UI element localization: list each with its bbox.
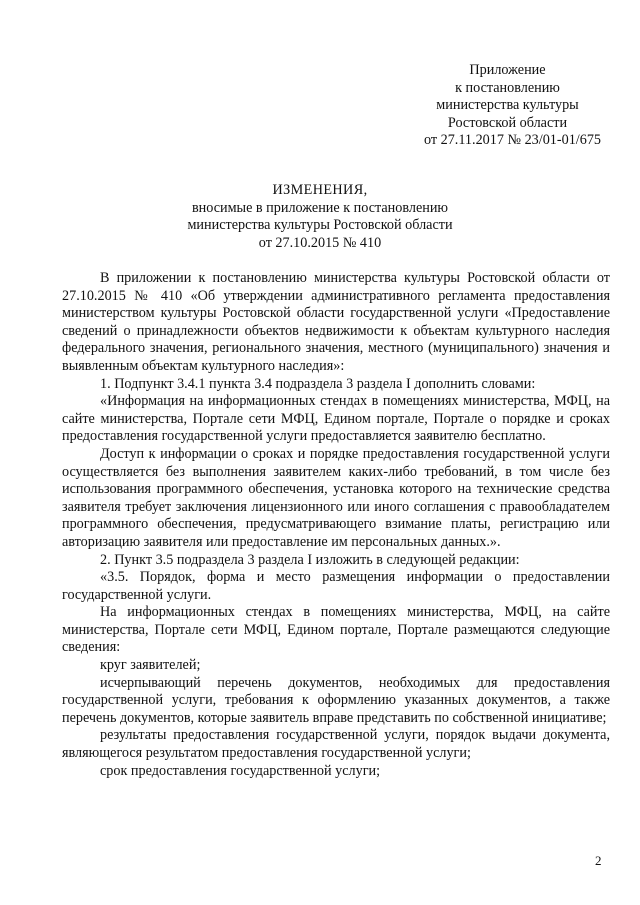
document-body (62, 270, 610, 780)
paragraph-term: срок предоставления государственной услуги; (100, 762, 381, 779)
paragraph-stands: На информационных стендах в помещениях министерства, МФЦ, на сайте министерства, Портале сети МФЦ, Едином портале, Портале размещаются следующие сведения: (62, 604, 610, 656)
approval-line-resolution: к постановлению (455, 79, 560, 96)
paragraph-documents: исчерпывающий перечень документов, необходимых для предоставления государственной услуги, требования к оформлению указанных документов, а также перечень документов, которые заявитель вправе представить по собственной инициативе; (62, 674, 610, 726)
paragraph-quote-info: «Информация на информационных стендах в помещениях министерства, МФЦ, на сайте министерства, Портале сети МФЦ, Едином портале, Портале о порядке и сроках предоставления государственной услуги предоставляется заявителю бесплатно. (62, 393, 610, 445)
paragraph-intro: В приложении к постановлению министерства культуры Ростовской области от 27.10.2015 № 410 «Об утверждении административного регламента предоставления министерством культуры Ростовской области государственной услуги «Предоставление сведений о принадлежности объектов недвижимости к объектам культурного наследия федерального значения, регионального значения, местного (муниципального) значения и выявленным объектам культурного наследия»: (62, 270, 610, 374)
paragraph-applicants: круг заявителей; (100, 657, 201, 674)
approval-line-region: Ростовской области (447, 114, 568, 131)
title-line-subject: вносимые в приложение к постановлению (191, 199, 449, 216)
page-number: 2 (595, 853, 602, 868)
paragraph-access: Доступ к информации о сроках и порядке предоставления государственной услуги осуществляется без выполнения заявителем каких-либо требований, в том числе без использования программного обеспечения, установка которого на технические средства заявителя требует заключения лицензионного или иного соглашения с правообладателем программного обеспечения, предусматривающего взимание платы, регистрацию или авторизацию заявителя или предоставление им персональных данных.». (62, 445, 610, 550)
title-line-ministry: министерства культуры Ростовской области (187, 217, 453, 234)
title-line-date: от 27.10.2015 № 410 (258, 234, 382, 251)
approval-block (400, 62, 615, 150)
title-heading: ИЗМЕНЕНИЯ, (272, 182, 368, 198)
paragraph-item-1: 1. Подпункт 3.4.1 пункта 3.4 подраздела 3 раздела I дополнить словами: (100, 375, 536, 392)
approval-line-date: от 27.11.2017 № 23/01-01/675 (423, 132, 602, 149)
paragraph-item-2: 2. Пункт 3.5 подраздела 3 раздела I изложить в следующей редакции: (100, 551, 520, 568)
document-title (160, 182, 480, 252)
paragraph-3-5: «3.5. Порядок, форма и место размещения информации о предоставлении государственной услуги. (62, 569, 610, 603)
approval-line-ministry: министерства культуры (436, 97, 579, 114)
paragraph-results: результаты предоставления государственной услуги, порядок выдачи документа, являющегося результатом предоставления государственной услуги; (62, 727, 610, 762)
approval-line-appendix: Приложение (469, 62, 546, 78)
